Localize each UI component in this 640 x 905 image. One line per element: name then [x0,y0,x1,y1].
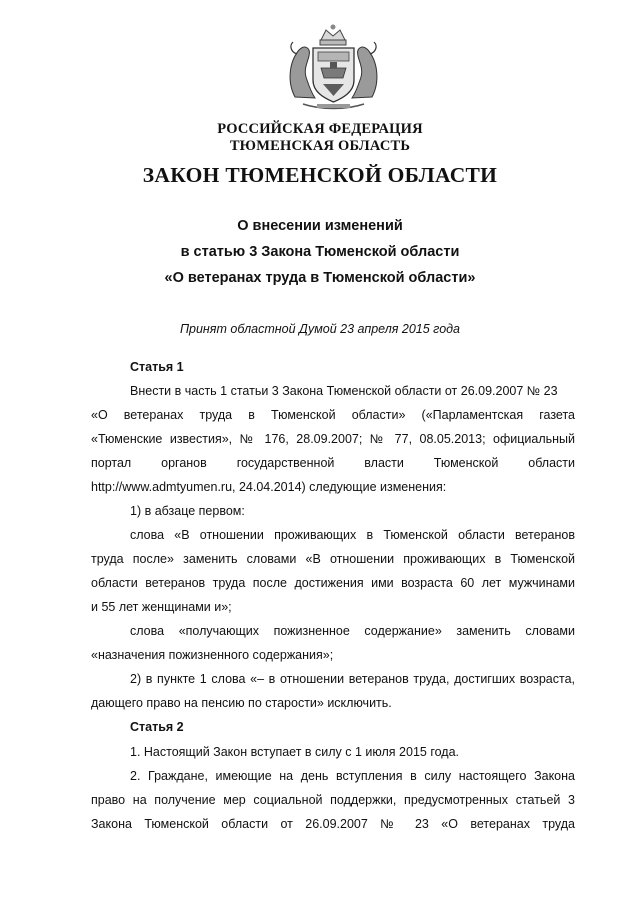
subject-line-1: О внесении изменений [237,218,403,234]
subject-line-2: в статью 3 Закона Тюменской области [180,244,460,260]
article-1-line: слова «получающих пожизненное содержание» заменить словами [130,624,575,638]
subject-line-3: «О ветеранах труда в Тюменской области» [164,270,476,286]
article-1-line: Внести в часть 1 статьи 3 Закона Тюменской области от 26.09.2007 № 23 [130,384,558,398]
article-1-line: области ветеранов труда после достижения ими возраста 60 лет мужчинами [91,576,575,590]
article-1-line: http://www.admtyumen.ru, 24.04.2014) следующие изменения: [91,480,447,494]
article-2-line: Закона Тюменской области от 26.09.2007 № 23 «О ветеранах труда [91,817,575,831]
article-1-line: труда после» заменить словами «В отношении проживающих в Тюменской [91,552,575,566]
article-1-line: портал органов государственной власти Тюменской области [91,456,575,470]
adoption-date-line: Принят областной Думой 23 апреля 2015 года [179,322,461,336]
law-title: ЗАКОН ТЮМЕНСКОЙ ОБЛАСТИ [142,163,498,187]
country-heading: РОССИЙСКАЯ ФЕДЕРАЦИЯ [217,121,423,137]
left-supporter-icon [290,47,315,98]
article-1-line: «назначения пожизненного содержания»; [91,648,334,662]
article-2-line: 2. Граждане, имеющие на день вступления в силу настоящего Закона [130,769,575,783]
coat-of-arms-emblem [281,22,386,112]
article-1-line: «Тюменские известия», № 176, 28.09.2007; № 77, 08.05.2013; официальный [91,432,575,446]
article-1-line: и 55 лет женщинами и»; [91,600,232,614]
article-2-line: право на получение мер социальной поддержки, предусмотренных статьей 3 [91,793,575,807]
region-heading: ТЮМЕНСКАЯ ОБЛАСТЬ [229,138,411,154]
right-supporter-icon [352,47,377,98]
article-1-line: «О ветеранах труда в Тюменской области» («Парламентская газета [91,408,575,422]
article-1-line: 1) в абзаце первом: [130,504,245,518]
article-1-heading: Статья 1 [130,360,184,374]
article-2-line: 1. Настоящий Закон вступает в силу с 1 июля 2015 года. [130,745,460,759]
article-1-line: дающего право на пенсию по старости» исключить. [91,696,392,710]
article-1-line: 2) в пункте 1 слова «– в отношении ветеранов труда, достигших возраста, [130,672,575,686]
shield-icon [313,48,354,102]
article-2-heading: Статья 2 [130,720,184,734]
crown-icon [320,25,346,46]
article-1-line: слова «В отношении проживающих в Тюменской области ветеранов [130,528,575,542]
